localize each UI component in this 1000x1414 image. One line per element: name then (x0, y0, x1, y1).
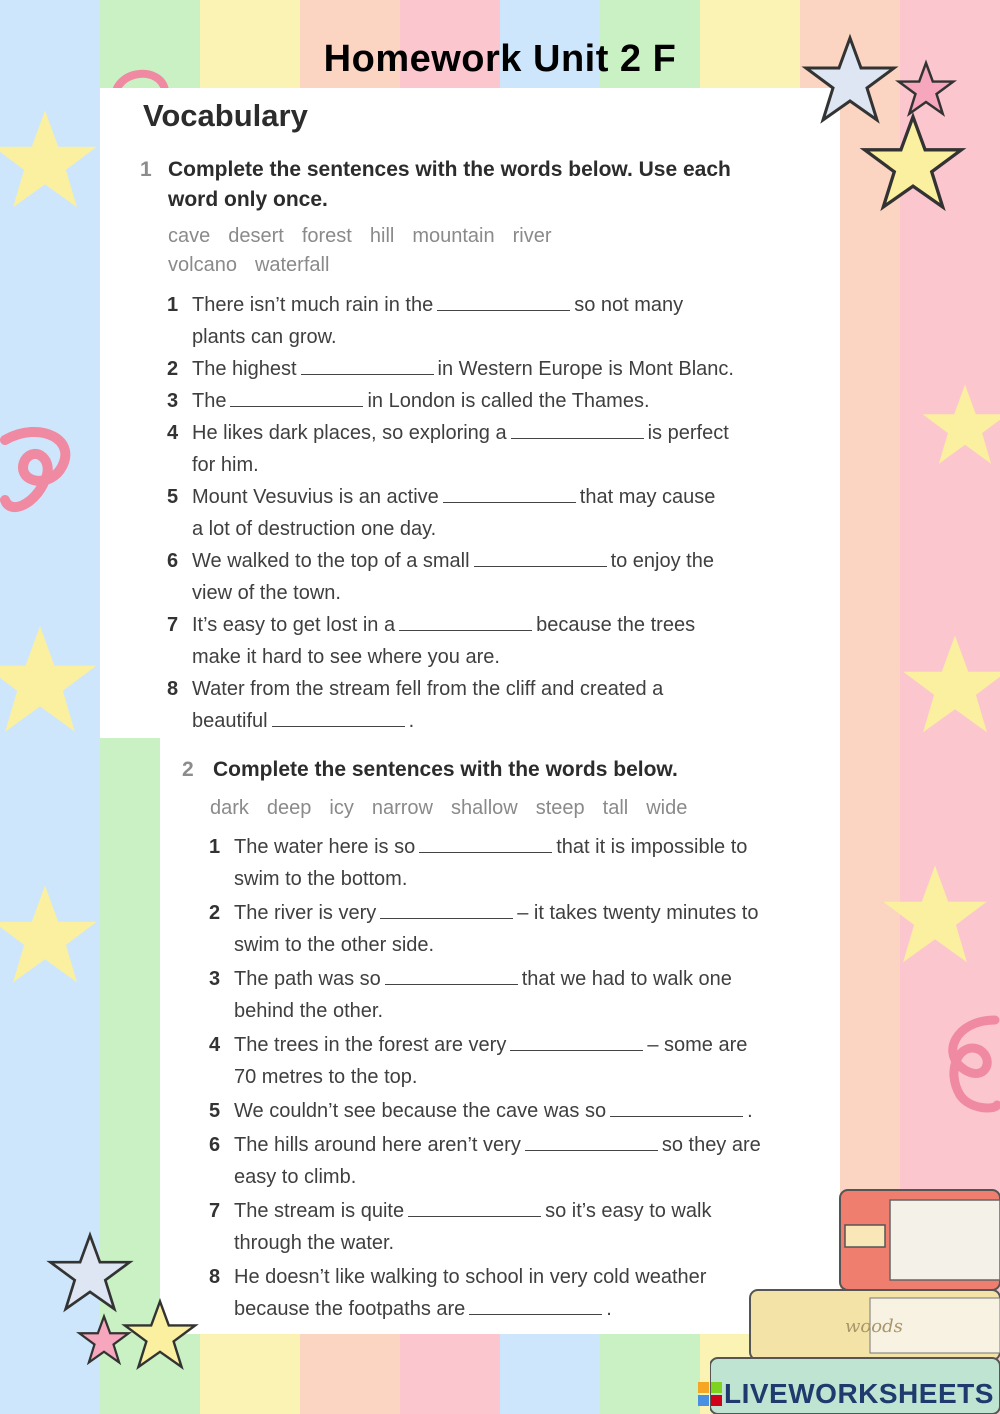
exercise2-word: narrow (371, 797, 433, 819)
question-text: The hills around here aren’t very (234, 1134, 521, 1156)
question-text: make it hard to see where you are. (192, 646, 500, 668)
page-title: Homework Unit 2 F (323, 38, 677, 80)
exercise1-word: mountain (412, 225, 495, 247)
exercise1-question-3 (167, 385, 650, 417)
exercise1-instruction: Complete the sentences with the words below. Use each word only once. (168, 158, 731, 211)
exercise1-question-4 (167, 417, 729, 481)
question-number: 5 (167, 486, 179, 508)
exercise2-question-3 (209, 963, 732, 1027)
exercise1-question-7 (167, 609, 696, 673)
exercise1-number: 1 (140, 158, 152, 181)
exercise2-question-8 (209, 1261, 707, 1325)
answer-blank[interactable] (230, 388, 363, 407)
question-number: 7 (167, 614, 179, 636)
exercise2-question-1 (209, 831, 748, 895)
exercise2-word: dark (210, 797, 249, 819)
answer-blank[interactable] (272, 708, 405, 727)
book-label: woods (845, 1316, 903, 1337)
question-text: for him. (192, 454, 259, 476)
question-text: – it takes twenty minutes to (517, 902, 759, 924)
answer-blank[interactable] (610, 1098, 743, 1117)
answer-blank[interactable] (437, 292, 570, 311)
question-text: is perfect (647, 422, 729, 444)
question-number: 5 (209, 1100, 221, 1122)
question-text: 70 metres to the top. (234, 1066, 418, 1088)
question-text: . (408, 710, 415, 732)
question-text: easy to climb. (234, 1166, 357, 1188)
question-text: He likes dark places, so exploring a (192, 422, 507, 444)
question-text: It’s easy to get lost in a (192, 614, 396, 636)
question-text: so it’s easy to walk (545, 1200, 712, 1222)
exercise1-word: cave (168, 225, 211, 247)
exercise1-word-bank (168, 222, 628, 280)
answer-blank[interactable] (443, 484, 576, 503)
question-text: There isn’t much rain in the (192, 294, 434, 316)
question-text: view of the town. (192, 582, 341, 604)
question-text: The highest (192, 358, 297, 380)
question-text: through the water. (234, 1232, 395, 1254)
question-text: swim to the bottom. (234, 868, 408, 890)
answer-blank[interactable] (510, 1032, 643, 1051)
exercise2-word: steep (535, 797, 585, 819)
liveworksheets-mark-icon (698, 1382, 722, 1406)
exercise2-question-5 (209, 1095, 753, 1127)
question-text: because the trees (536, 614, 696, 636)
exercise1-word: river (512, 225, 552, 247)
swirl-icon (935, 1010, 1000, 1120)
question-number: 2 (167, 358, 179, 380)
question-text: because the footpaths are (234, 1298, 466, 1320)
question-text: swim to the other side. (234, 934, 435, 956)
question-text: We couldn’t see because the cave was so (234, 1100, 607, 1122)
liveworksheets-text: LIVEWORKSHEETS (724, 1378, 994, 1409)
question-number: 7 (209, 1200, 221, 1222)
answer-blank[interactable] (399, 612, 532, 631)
left-star-icon (0, 620, 100, 740)
question-number: 1 (167, 294, 179, 316)
exercise1-question-2 (167, 353, 734, 385)
answer-blank[interactable] (511, 420, 644, 439)
exercise2-question-7 (209, 1195, 712, 1259)
question-text: so not many (574, 294, 684, 316)
question-text: behind the other. (234, 1000, 384, 1022)
right-star-icon (880, 860, 990, 970)
liveworksheets-logo (698, 1378, 994, 1410)
question-text: Water from the stream fell from the cliff and created a (192, 678, 664, 700)
answer-blank[interactable] (419, 834, 552, 853)
question-text: The stream is quite (234, 1200, 405, 1222)
exercise2-word-bank (210, 794, 830, 823)
left-star-icon (0, 880, 100, 990)
question-number: 6 (167, 550, 179, 572)
exercise2-question-2 (209, 897, 759, 961)
question-text: that it is impossible to (556, 836, 748, 858)
question-text: He doesn’t like walking to school in very cold weather (234, 1266, 707, 1288)
outline-star-icon (120, 1295, 200, 1375)
exercise2-word: icy (329, 797, 354, 819)
question-text: in London is called the Thames. (367, 390, 650, 412)
answer-blank[interactable] (474, 548, 607, 567)
exercise2-question-4 (209, 1029, 748, 1093)
question-text: The (192, 390, 227, 412)
exercise1-question-8 (167, 673, 664, 737)
question-text: that we had to walk one (521, 968, 732, 990)
section-heading: Vocabulary (143, 98, 308, 133)
question-text: that may cause (579, 486, 716, 508)
question-text: – some are (647, 1034, 748, 1056)
swirl-icon (0, 420, 90, 530)
exercise1-question-1 (167, 289, 684, 353)
question-text: in Western Europe is Mont Blanc. (437, 358, 734, 380)
question-text: plants can grow. (192, 326, 337, 348)
question-number: 4 (167, 422, 179, 444)
outline-star-icon (858, 108, 968, 218)
question-number: 3 (167, 390, 179, 412)
question-number: 1 (209, 836, 221, 858)
answer-blank[interactable] (380, 900, 513, 919)
question-text: The river is very (234, 902, 377, 924)
right-star-icon (920, 380, 1000, 470)
answer-blank[interactable] (525, 1132, 658, 1151)
exercise2-word: wide (646, 797, 688, 819)
question-text: The trees in the forest are very (234, 1034, 507, 1056)
exercise1-question-5 (167, 481, 716, 545)
exercise1-word: forest (301, 225, 352, 247)
answer-blank[interactable] (469, 1296, 602, 1315)
exercise1-word: hill (369, 225, 395, 247)
exercise1-question-6 (167, 545, 714, 609)
question-number: 2 (209, 902, 221, 924)
question-text: . (747, 1100, 753, 1122)
question-number: 3 (209, 968, 221, 990)
question-number: 8 (167, 678, 179, 700)
left-star-icon (0, 105, 100, 215)
answer-blank[interactable] (385, 966, 518, 985)
exercise1-word: desert (228, 225, 284, 247)
question-text: Mount Vesuvius is an active (192, 486, 439, 508)
exercise2-word: shallow (451, 797, 518, 819)
right-star-icon (900, 630, 1000, 740)
question-text: a lot of destruction one day. (192, 518, 437, 540)
exercise2-question-6 (209, 1129, 761, 1193)
question-text: beautiful (192, 710, 268, 732)
exercise2-word: tall (602, 797, 629, 819)
question-number: 4 (209, 1034, 221, 1056)
exercise2-word: deep (266, 797, 312, 819)
question-text: . (606, 1298, 612, 1320)
exercise1-word: volcano (168, 254, 237, 276)
question-text: so they are (661, 1134, 761, 1156)
question-text: to enjoy the (610, 550, 714, 572)
question-number: 8 (209, 1266, 221, 1288)
answer-blank[interactable] (301, 356, 434, 375)
question-text: The water here is so (234, 836, 416, 858)
question-text: The path was so (234, 968, 381, 990)
exercise2-instruction: Complete the sentences with the words below. (213, 758, 678, 781)
exercise1-word: waterfall (254, 254, 330, 276)
question-text: We walked to the top of a small (192, 550, 470, 572)
exercise2-number: 2 (182, 758, 194, 781)
question-number: 6 (209, 1134, 221, 1156)
answer-blank[interactable] (408, 1198, 541, 1217)
